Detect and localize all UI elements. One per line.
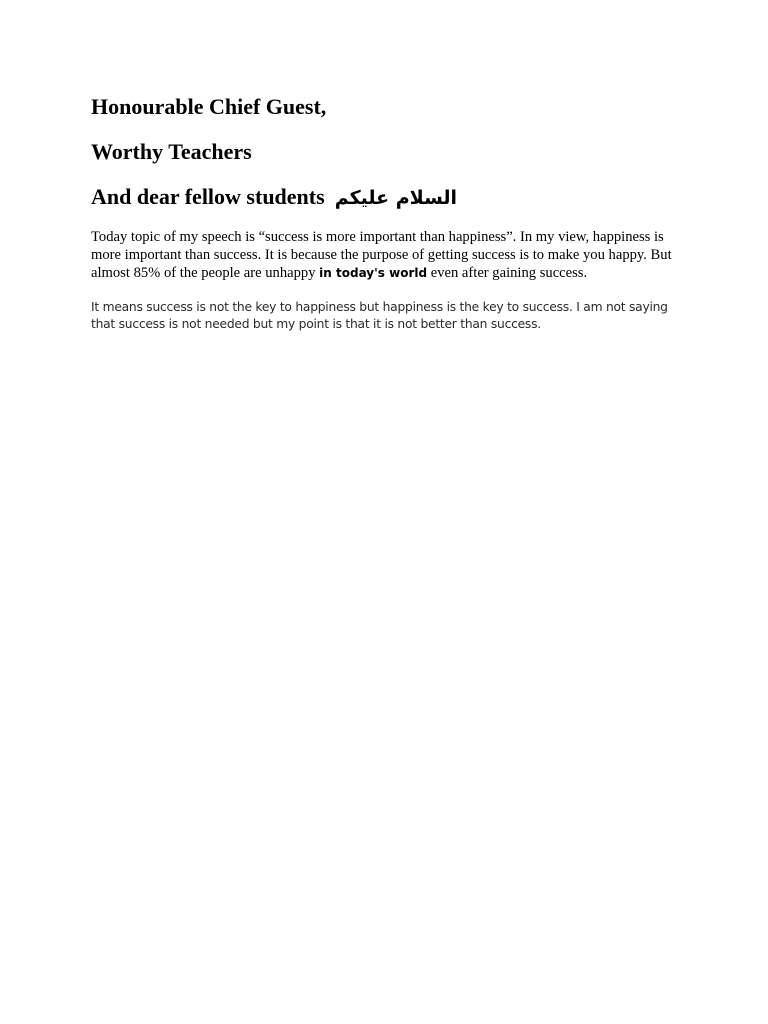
paragraph-1-part-1: Today topic of my speech is “success is more important than happiness”. In my view, happiness is more important than success. It is because the purpose of getting success is to make you happy. But almost 85% of the people are unhappy [91,229,672,281]
paragraph-1-part-2: even after gaining success. [427,265,588,281]
paragraph-1-inline-phrase: in today's world [319,266,428,280]
salutation-students [91,184,457,211]
salutation-students-text: And dear fellow students [91,184,325,209]
salutation-teachers: Worthy Teachers [91,139,252,164]
speech-paragraph-2: It means success is not the key to happiness but happiness is the key to success. I am not saying that success is not needed but my point is that it is not better than success. [91,300,668,331]
salutation-chief-guest: Honourable Chief Guest, [91,94,327,119]
speech-paragraph-1 [91,228,681,282]
arabic-greeting: السلام عليكم [334,187,458,209]
